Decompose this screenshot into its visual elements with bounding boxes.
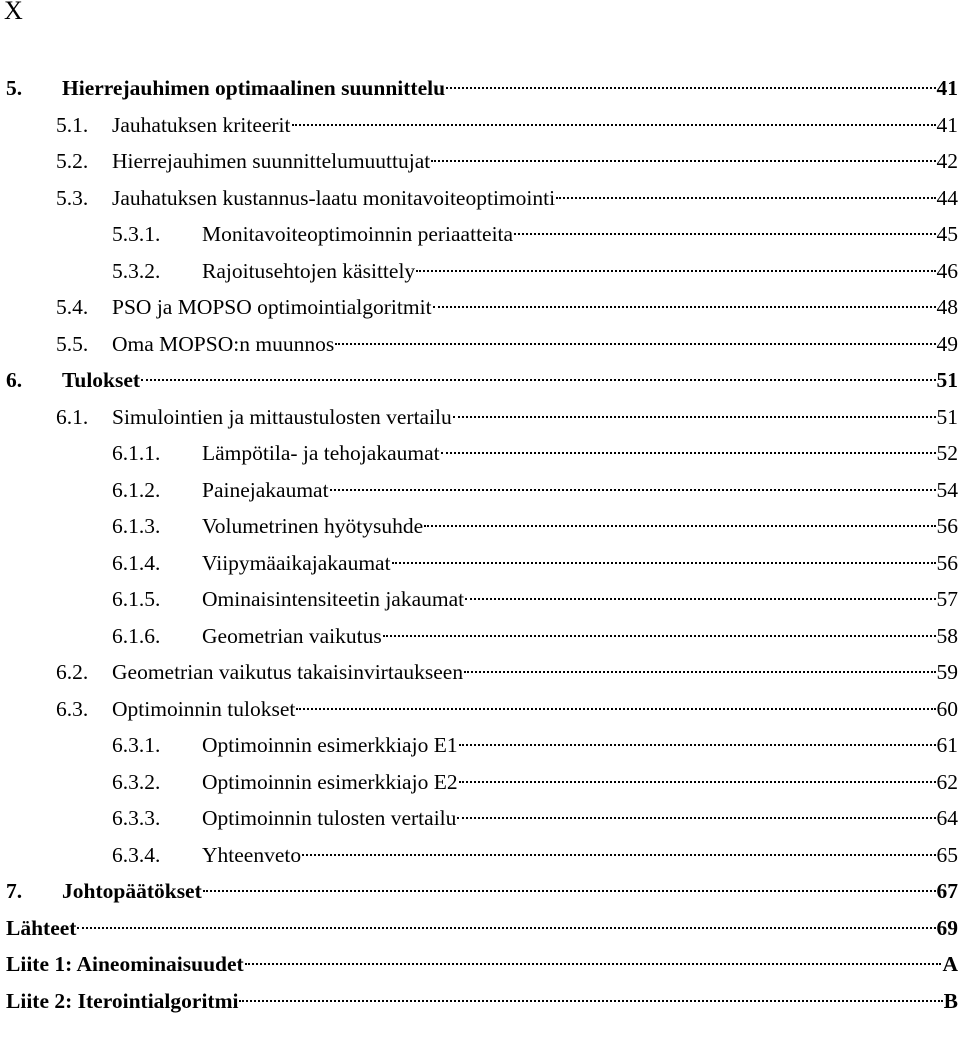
toc-entry-title: Oma MOPSO:n muunnos	[112, 331, 335, 356]
toc-entry-page: 60	[936, 696, 958, 721]
toc-dot-leader	[141, 378, 935, 381]
toc-entry-number: 5.5.	[56, 331, 89, 356]
toc-entry-page: 52	[936, 441, 958, 465]
toc-entry[interactable]	[0, 837, 960, 873]
toc-entry[interactable]	[0, 581, 960, 617]
toc-entry[interactable]	[0, 946, 960, 982]
toc-entry-page: 41	[936, 76, 958, 100]
toc-entry-page: B	[943, 988, 958, 1013]
toc-entry-page: 42	[936, 149, 958, 173]
toc-entry-number: 5.2.	[56, 149, 89, 173]
toc-entry-number: 6.1.5.	[112, 587, 161, 611]
toc-dot-leader	[330, 488, 936, 491]
toc-dot-leader	[464, 670, 935, 673]
toc-entry-page: 62	[936, 769, 958, 794]
toc-entry[interactable]	[0, 727, 960, 763]
toc-dot-leader	[296, 707, 935, 710]
toc-entry-page: 57	[936, 587, 958, 611]
toc-dot-leader	[77, 926, 935, 929]
toc-entry-title: Geometrian vaikutus	[202, 623, 382, 648]
toc-entry-title: Lähteet	[6, 915, 77, 940]
toc-entry-page: 48	[936, 295, 958, 319]
toc-entry[interactable]	[0, 107, 960, 143]
toc-dot-leader	[203, 889, 936, 892]
toc-entry[interactable]	[0, 618, 960, 654]
toc-entry[interactable]	[0, 691, 960, 727]
toc-entry-title: Rajoitusehtojen käsittely	[202, 258, 416, 283]
toc-dot-leader	[431, 159, 935, 162]
toc-entry-title: Optimoinnin tulosten vertailu	[202, 806, 457, 830]
toc-dot-leader	[446, 86, 935, 89]
toc-entry-page: 61	[936, 733, 958, 757]
toc-entry-title: Optimoinnin esimerkkiajo E1	[202, 733, 458, 757]
toc-entry-page: 59	[936, 660, 958, 684]
toc-entry[interactable]	[0, 70, 960, 106]
toc-entry-title: Volumetrinen hyötysuhde	[202, 514, 424, 538]
toc-entry-title: Jauhatuksen kriteerit	[112, 112, 291, 137]
toc-entry-title: Geometrian vaikutus takaisinvirtaukseen	[112, 660, 464, 684]
toc-entry-number: 6.3.2.	[112, 769, 161, 794]
toc-dot-leader	[514, 232, 935, 235]
toc-dot-leader	[383, 634, 936, 637]
toc-entry-page: 67	[936, 879, 958, 903]
toc-entry-page: 58	[936, 623, 958, 648]
toc-entry-title: Yhteenveto	[202, 842, 302, 867]
toc-entry-title: Optimoinnin tulokset	[112, 696, 296, 721]
toc-entry-number: 6.2.	[56, 660, 89, 684]
toc-dot-leader	[459, 743, 936, 746]
toc-dot-leader	[457, 816, 935, 819]
toc-entry-page: 51	[936, 368, 958, 392]
toc-entry-page: 64	[936, 806, 958, 830]
toc-dot-leader	[302, 853, 935, 856]
toc-entry[interactable]	[0, 435, 960, 471]
toc-entry-number: 7.	[6, 879, 23, 903]
toc-entry-title: Simulointien ja mittaustulosten vertailu	[112, 404, 452, 429]
toc-entry-title: Johtopäätökset	[62, 879, 202, 903]
toc-entry[interactable]	[0, 654, 960, 690]
toc-dot-leader	[465, 597, 935, 600]
toc-dot-leader	[441, 451, 936, 454]
toc-entry-page: 56	[936, 550, 958, 575]
toc-entry[interactable]	[0, 472, 960, 508]
toc-entry-number: 5.3.1.	[112, 222, 161, 246]
toc-entry-page: 69	[936, 915, 958, 940]
page-mark: X	[4, 0, 23, 25]
toc-entry-title: Liite 2: Iterointialgoritmi	[6, 988, 239, 1013]
toc-entry[interactable]	[0, 399, 960, 435]
toc-dot-leader	[239, 999, 942, 1002]
toc-entry-page: 49	[936, 331, 958, 356]
toc-entry-page: 44	[936, 185, 958, 210]
toc-entry[interactable]	[0, 508, 960, 544]
toc-entry[interactable]	[0, 362, 960, 398]
toc-entry-number: 6.1.1.	[112, 441, 161, 465]
toc-entry-number: 6.3.1.	[112, 733, 161, 757]
toc-dot-leader	[433, 305, 936, 308]
toc-entry[interactable]	[0, 545, 960, 581]
toc-entry-number: 6.3.4.	[112, 842, 161, 867]
toc-dot-leader	[245, 962, 942, 965]
toc-dot-leader	[335, 342, 935, 345]
toc-entry-title: Hierrejauhimen optimaalinen suunnittelu	[62, 76, 446, 100]
toc-entry-number: 6.1.3.	[112, 514, 161, 538]
toc-entry-title: Optimoinnin esimerkkiajo E2	[202, 769, 458, 794]
toc-entry[interactable]	[0, 289, 960, 325]
toc-dot-leader	[424, 524, 935, 527]
toc-dot-leader	[292, 123, 936, 126]
toc-dot-leader	[416, 269, 935, 272]
toc-entry[interactable]	[0, 800, 960, 836]
toc-dot-leader	[453, 415, 936, 418]
toc-entry-number: 5.3.2.	[112, 258, 161, 283]
toc-entry[interactable]	[0, 253, 960, 289]
toc-entry-title: Monitavoiteoptimoinnin periaatteita	[202, 222, 514, 246]
toc-entry-title: Tulokset	[62, 368, 141, 392]
toc-entry-number: 5.4.	[56, 295, 89, 319]
toc-entry[interactable]	[0, 764, 960, 800]
toc-entry[interactable]	[0, 143, 960, 179]
toc-entry-page: 41	[936, 112, 958, 137]
toc-entry-title: Jauhatuksen kustannus-laatu monitavoiteoptimointi	[112, 185, 556, 210]
toc-dot-leader	[556, 196, 935, 199]
toc-entry[interactable]	[0, 983, 960, 1019]
toc-entry[interactable]	[0, 873, 960, 909]
toc-entry-number: 6.3.	[56, 696, 89, 721]
toc-entry-number: 5.1.	[56, 112, 89, 137]
toc-entry-page: 46	[936, 258, 958, 283]
toc-entry-title: Ominaisintensiteetin jakaumat	[202, 587, 465, 611]
toc-entry-page: 45	[936, 222, 958, 246]
toc-entry[interactable]	[0, 180, 960, 216]
toc-dot-leader	[459, 780, 936, 783]
toc-entry-number: 5.	[6, 76, 23, 100]
toc-entry-number: 6.	[6, 368, 23, 392]
toc-entry-title: Viipymäaikajakaumat	[202, 550, 391, 575]
toc-entry-page: 65	[936, 842, 958, 867]
toc-entry-title: Hierrejauhimen suunnittelumuuttujat	[112, 149, 431, 173]
toc-entry-title: PSO ja MOPSO optimointialgoritmit	[112, 295, 432, 319]
toc-entry-number: 6.1.	[56, 404, 89, 429]
toc-entry-number: 6.1.2.	[112, 477, 161, 502]
toc-entry-page: 54	[936, 477, 958, 502]
toc-entry-number: 6.1.6.	[112, 623, 161, 648]
toc-entry-page: 56	[936, 514, 958, 538]
toc-entry-page: 51	[936, 404, 958, 429]
toc-entry-title: Lämpötila- ja tehojakaumat	[202, 441, 440, 465]
toc-entry-number: 6.3.3.	[112, 806, 161, 830]
toc-entry-number: 5.3.	[56, 185, 89, 210]
toc-entry[interactable]	[0, 216, 960, 252]
toc-entry-title: Painejakaumat	[202, 477, 329, 502]
toc-entry[interactable]	[0, 910, 960, 946]
toc-entry-number: 6.1.4.	[112, 550, 161, 575]
toc-entry-page: A	[942, 952, 958, 976]
toc-entry[interactable]	[0, 326, 960, 362]
toc-entry-title: Liite 1: Aineominaisuudet	[6, 952, 244, 976]
toc-dot-leader	[392, 561, 936, 564]
